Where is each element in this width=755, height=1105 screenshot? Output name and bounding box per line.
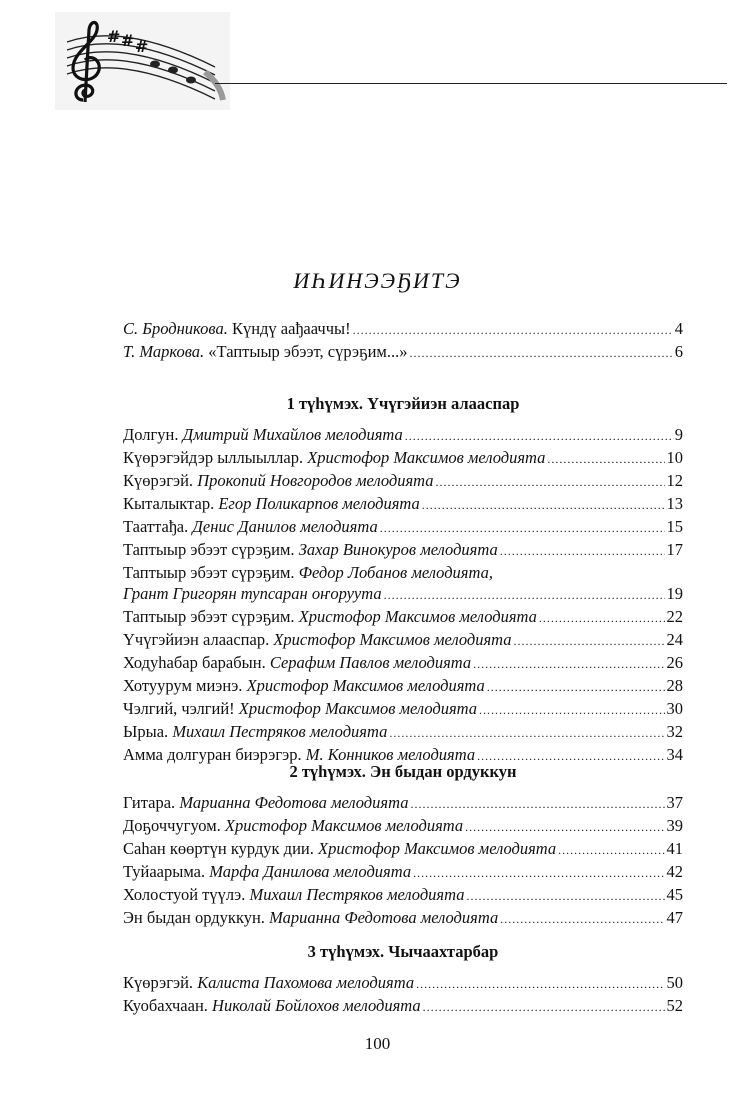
- entry-page: 34: [666, 745, 683, 764]
- entry-page: 12: [666, 471, 683, 490]
- leader-dots: [389, 721, 664, 744]
- entry-author: Христофор Максимов мелодията: [307, 448, 546, 467]
- entry-text: Күөрэгэй.: [123, 471, 198, 490]
- toc-entry-continuation: [123, 583, 683, 606]
- entry-page: 17: [666, 540, 683, 559]
- leader-dots: [410, 792, 664, 815]
- toc-entry: [123, 447, 683, 470]
- entry-page: 19: [666, 584, 683, 603]
- toc-entry: [123, 675, 683, 698]
- entry-text: Үчүгэйиэн алааспар.: [123, 630, 274, 649]
- leader-dots: [405, 424, 673, 447]
- entry-author: Христофор Максимов мелодията: [246, 676, 485, 695]
- leader-dots: [380, 516, 665, 539]
- svg-text:#: #: [121, 31, 135, 50]
- toc-entry: [123, 606, 683, 629]
- entry-page: 37: [666, 793, 683, 812]
- leader-dots: [353, 318, 673, 341]
- entry-author: Марианна Федотова мелодията: [179, 793, 409, 812]
- leader-dots: [500, 907, 664, 930]
- entry-author: Егор Поликарпов мелодията: [218, 494, 420, 513]
- toc-entry: [123, 815, 683, 838]
- entry-text: Ырыа.: [123, 722, 173, 741]
- entry-text: Долгун.: [123, 425, 183, 444]
- entry-text: Таптыыр эбээт сүрэҕим.: [123, 607, 299, 626]
- entry-continuation: Грант Григорян тупсаран оҥоруута: [123, 584, 382, 603]
- entry-text: «Таптыыр эбээт, сүрэҕим...»: [204, 342, 408, 361]
- toc-entry: [123, 516, 683, 539]
- toc-entry: [123, 792, 683, 815]
- section-3: [123, 928, 683, 1018]
- leader-dots: [473, 652, 664, 675]
- entry-page: 6: [674, 342, 683, 361]
- entry-text: Куобахчаан.: [123, 996, 213, 1015]
- toc-entry: [123, 698, 683, 721]
- leader-dots: [539, 606, 665, 629]
- entry-page: 42: [666, 862, 683, 881]
- entry-page: 26: [666, 653, 683, 672]
- entry-text: Таптыыр эбээт сүрэҕим.: [123, 540, 299, 559]
- entry-author: Денис Данилов мелодията: [192, 517, 378, 536]
- toc-entry: [123, 562, 683, 583]
- toc-entry: [123, 995, 683, 1018]
- entry-author: С. Бродникова.: [123, 319, 228, 338]
- entry-text: Эн быдан ордуккун.: [123, 908, 270, 927]
- toc-entry: [123, 972, 683, 995]
- toc-entry: [123, 629, 683, 652]
- entry-author: Михаил Пестряков мелодията: [249, 885, 465, 904]
- toc-intro: [123, 318, 683, 364]
- toc-entry: [123, 493, 683, 516]
- leader-dots: [487, 675, 665, 698]
- toc-entry: [123, 884, 683, 907]
- entry-page: 22: [666, 607, 683, 626]
- leader-dots: [465, 815, 664, 838]
- section-title: 3 түһүмэх. Чычаахтарбар: [307, 942, 499, 961]
- entry-author: Христофор Максимов мелодията: [273, 630, 512, 649]
- page-number: 100: [364, 1034, 391, 1053]
- entry-author: Христофор Максимов мелодията: [224, 816, 464, 835]
- leader-dots: [422, 493, 665, 516]
- entry-author: Захар Винокуров мелодията: [298, 540, 498, 559]
- leader-dots: [466, 884, 664, 907]
- entry-page: 30: [666, 699, 683, 718]
- toc-entry: [123, 318, 683, 341]
- leader-dots: [423, 995, 665, 1018]
- entry-author: Марианна Федотова мелодията: [269, 908, 499, 927]
- toc-entry: [123, 539, 683, 562]
- section-2: [123, 748, 683, 930]
- entry-text: Саһан көөртүн курдук дии.: [123, 839, 318, 858]
- entry-page: 45: [666, 885, 683, 904]
- entry-text: Ходуһабар барабын.: [123, 653, 270, 672]
- entry-author: Христофор Максимов мелодията: [238, 699, 477, 718]
- entry-author: Михаил Пестряков мелодията: [172, 722, 388, 741]
- entry-text: Күөрэгэйдэр ыллыыллар.: [123, 448, 308, 467]
- entry-text: Кыталыктар.: [123, 494, 219, 513]
- entry-author: М. Конников мелодията: [305, 745, 476, 764]
- leader-dots: [500, 539, 665, 562]
- page-title: ИҺИНЭЭҔИТЭ: [293, 268, 462, 293]
- leader-dots: [416, 972, 664, 995]
- entry-author: Федор Лобанов мелодията,: [298, 563, 493, 582]
- entry-page: 13: [666, 494, 683, 513]
- entry-text: Күөрэгэй.: [123, 973, 198, 992]
- leader-dots: [413, 861, 664, 884]
- toc-entry: [123, 907, 683, 930]
- entry-text: Күндү аађааччы!: [227, 319, 351, 338]
- leader-dots: [558, 838, 664, 861]
- entry-page: 50: [666, 973, 683, 992]
- entry-author: Николай Бойлохов мелодията: [212, 996, 421, 1015]
- toc-entry: [123, 424, 683, 447]
- leader-dots: [384, 583, 665, 606]
- entry-text: Гитара.: [123, 793, 180, 812]
- entry-page: 39: [666, 816, 683, 835]
- toc-entry: [123, 861, 683, 884]
- entry-author: Христофор Максимов мелодията: [298, 607, 537, 626]
- toc-entry: [123, 652, 683, 675]
- entry-text: Амма долгуран биэрэгэр.: [123, 745, 306, 764]
- entry-page: 47: [666, 908, 683, 927]
- toc-entry: [123, 838, 683, 861]
- entry-text: Таптыыр эбээт сүрэҕим.: [123, 563, 299, 582]
- entry-page: 9: [674, 425, 683, 444]
- toc-entry: [123, 470, 683, 493]
- header-rule: [215, 83, 727, 84]
- music-staff-treble-clef-icon: [55, 12, 230, 110]
- entry-page: 28: [666, 676, 683, 695]
- entry-page: 4: [674, 319, 683, 338]
- entry-text: Туйаарыма.: [123, 862, 210, 881]
- entry-text: Чэлгий, чэлгий!: [123, 699, 239, 718]
- entry-author: Дмитрий Михайлов мелодията: [182, 425, 403, 444]
- entry-page: 10: [666, 448, 683, 467]
- leader-dots: [514, 629, 665, 652]
- leader-dots: [409, 341, 672, 364]
- entry-author: Марфа Данилова мелодията: [209, 862, 412, 881]
- entry-text: Доҕоччугуом.: [123, 816, 225, 835]
- entry-page: 32: [666, 722, 683, 741]
- entry-author: Христофор Максимов мелодията: [317, 839, 557, 858]
- section-title: 1 түһүмэх. Үчүгэйиэн алааспар: [286, 394, 520, 413]
- toc-entry: [123, 341, 683, 364]
- entry-author: Прокопий Новгородов мелодията: [197, 471, 434, 490]
- leader-dots: [436, 470, 665, 493]
- leader-dots: [547, 447, 664, 470]
- section-1: [123, 380, 683, 767]
- entry-author: Т. Маркова.: [123, 342, 205, 361]
- entry-page: 15: [666, 517, 683, 536]
- entry-author: Серафим Павлов мелодията: [269, 653, 472, 672]
- entry-page: 52: [666, 996, 683, 1015]
- entry-text: Холостуой түүлэ.: [123, 885, 250, 904]
- entry-author: Калиста Пахомова мелодията: [197, 973, 415, 992]
- entry-page: 24: [666, 630, 683, 649]
- svg-text:#: #: [107, 27, 121, 46]
- leader-dots: [479, 698, 665, 721]
- toc-entry: [123, 721, 683, 744]
- entry-text: Хотуурум миэнэ.: [123, 676, 247, 695]
- section-title: 2 түһүмэх. Эн быдан ордуккун: [289, 762, 517, 781]
- entry-text: Тааттађа.: [123, 517, 193, 536]
- entry-page: 41: [666, 839, 683, 858]
- svg-text:#: #: [135, 37, 149, 56]
